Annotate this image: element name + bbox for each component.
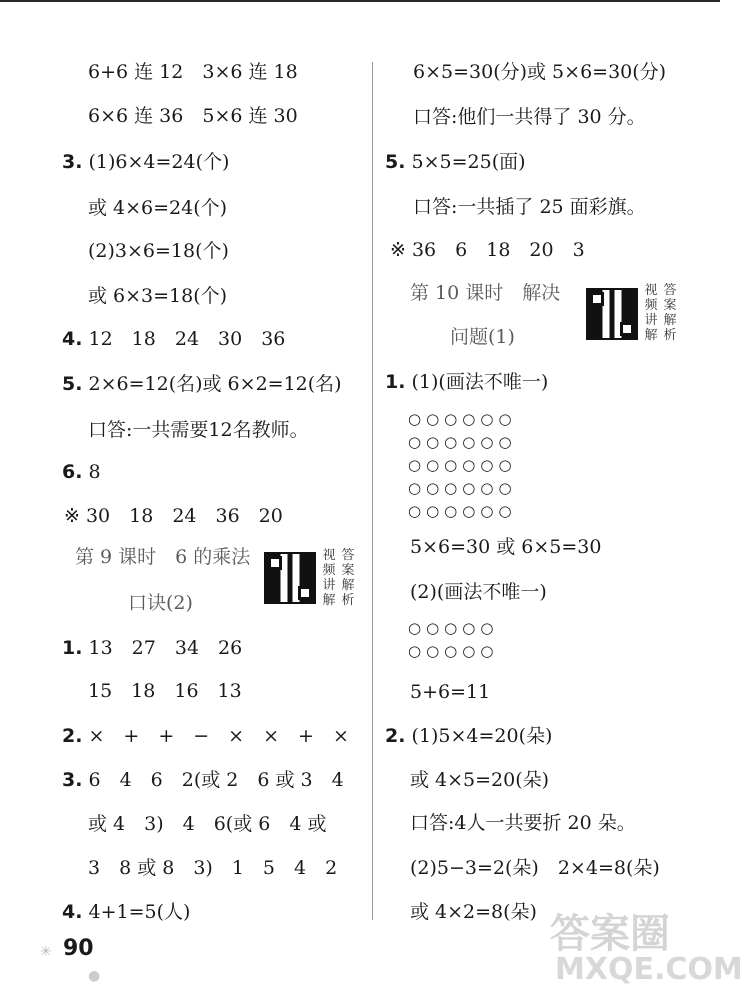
- question-2: [385, 724, 552, 748]
- question-3: [62, 768, 344, 792]
- answer-text: × + + − × × + ×: [88, 725, 349, 747]
- answer-line: 3 8 或 8 3) 1 5 4 2: [88, 857, 338, 879]
- dot-icon: ●: [88, 968, 101, 984]
- question-1: [62, 636, 242, 660]
- answer-text: 6 4 6 2(或 2 6 或 3 4: [88, 769, 344, 791]
- page-number: 90: [63, 936, 94, 961]
- qr-label: 答案解析: [663, 283, 677, 343]
- answer-text: 12 18 24 30 36: [88, 328, 286, 350]
- question-number: 4.: [62, 328, 83, 350]
- answer-line: 口答:4人一共要折 20 朵。: [410, 812, 636, 834]
- answer-line: (2)5−3=2(朵) 2×4=8(朵): [410, 857, 660, 879]
- lesson-title: 第 9 课时 6 的乘法: [75, 546, 251, 568]
- question-number: 2.: [62, 725, 83, 747]
- question-number: 1.: [62, 637, 83, 659]
- top-border: [0, 0, 720, 2]
- question-2: [62, 724, 349, 748]
- bonus-answer: ※ 30 18 24 36 20: [64, 505, 283, 527]
- answer-text: 8: [88, 461, 101, 483]
- question-1: [385, 370, 548, 394]
- circle-grid: [408, 617, 498, 663]
- answer-line: 6×5=30(分)或 5×6=30(分): [413, 61, 667, 83]
- answer-line: 或 6×3=18(个): [88, 285, 228, 307]
- question-number: 3.: [62, 151, 83, 173]
- answer-text: 5×5=25(面): [411, 151, 526, 173]
- watermark-url: MXQE.COM: [555, 952, 743, 987]
- answer-line: 口答:一共需要12名教师。: [88, 419, 309, 441]
- answer-line: (2)(画法不唯一): [410, 581, 547, 603]
- answer-line: (2)3×6=18(个): [88, 240, 229, 262]
- answer-text: 4+1=5(人): [88, 901, 191, 923]
- answer-line: 或 4×2=8(朵): [410, 901, 537, 923]
- answer-text: (1)5×4=20(朵): [411, 725, 553, 747]
- question-number: 2.: [385, 725, 406, 747]
- circle-row: ○○○○○○: [408, 502, 517, 520]
- qr-code: [264, 552, 316, 604]
- question-6: [62, 460, 101, 484]
- circle-row: ○○○○○○: [408, 410, 517, 428]
- answer-line: 口答:他们一共得了 30 分。: [413, 106, 646, 128]
- question-number: 5.: [385, 151, 406, 173]
- answer-text: (1)6×4=24(个): [88, 151, 230, 173]
- question-number: 4.: [62, 901, 83, 923]
- answer-line: 5+6=11: [410, 681, 491, 703]
- question-5: [62, 372, 342, 396]
- answer-line: 15 18 16 13: [88, 680, 242, 702]
- question-number: 1.: [385, 371, 406, 393]
- lesson-subtitle: 口诀(2): [128, 592, 193, 614]
- circle-row: ○○○○○: [408, 619, 499, 637]
- answer-text: (1)(画法不唯一): [411, 371, 549, 393]
- answer-line: 或 4×6=24(个): [88, 197, 228, 219]
- circle-grid: [408, 408, 517, 523]
- column-divider: [372, 62, 373, 920]
- answer-text: 13 27 34 26: [88, 637, 243, 659]
- question-number: 5.: [62, 373, 83, 395]
- qr-code: [586, 288, 638, 340]
- lesson-subtitle: 问题(1): [450, 326, 515, 348]
- circle-row: ○○○○○○: [408, 456, 517, 474]
- answer-line: 或 4 3) 4 6(或 6 4 或: [88, 813, 327, 835]
- answer-line: 6×6 连 36 5×6 连 30: [88, 105, 298, 127]
- bonus-answer: ※ 36 6 18 20 3: [390, 239, 585, 261]
- answer-line: 或 4×5=20(朵): [410, 769, 550, 791]
- circle-row: ○○○○○: [408, 642, 499, 660]
- question-4: [62, 327, 285, 351]
- question-number: 6.: [62, 461, 83, 483]
- circle-row: ○○○○○○: [408, 479, 517, 497]
- question-4: [62, 900, 190, 924]
- qr-label: 答案解析: [341, 548, 355, 608]
- answer-line: 口答:一共插了 25 面彩旗。: [413, 196, 646, 218]
- circle-row: ○○○○○○: [408, 433, 517, 451]
- question-5: [385, 150, 526, 174]
- question-3: [62, 150, 229, 174]
- qr-label: 视频讲解: [644, 283, 658, 343]
- star-icon: ✳: [40, 944, 52, 960]
- watermark-logo: 答案圈: [550, 911, 670, 957]
- lesson-title: 第 10 课时 解决: [410, 282, 561, 304]
- qr-label: 视频讲解: [322, 548, 336, 608]
- answer-line: 5×6=30 或 6×5=30: [410, 536, 602, 558]
- answer-line: 6+6 连 12 3×6 连 18: [88, 61, 298, 83]
- question-number: 3.: [62, 769, 83, 791]
- answer-text: 2×6=12(名)或 6×2=12(名): [88, 373, 342, 395]
